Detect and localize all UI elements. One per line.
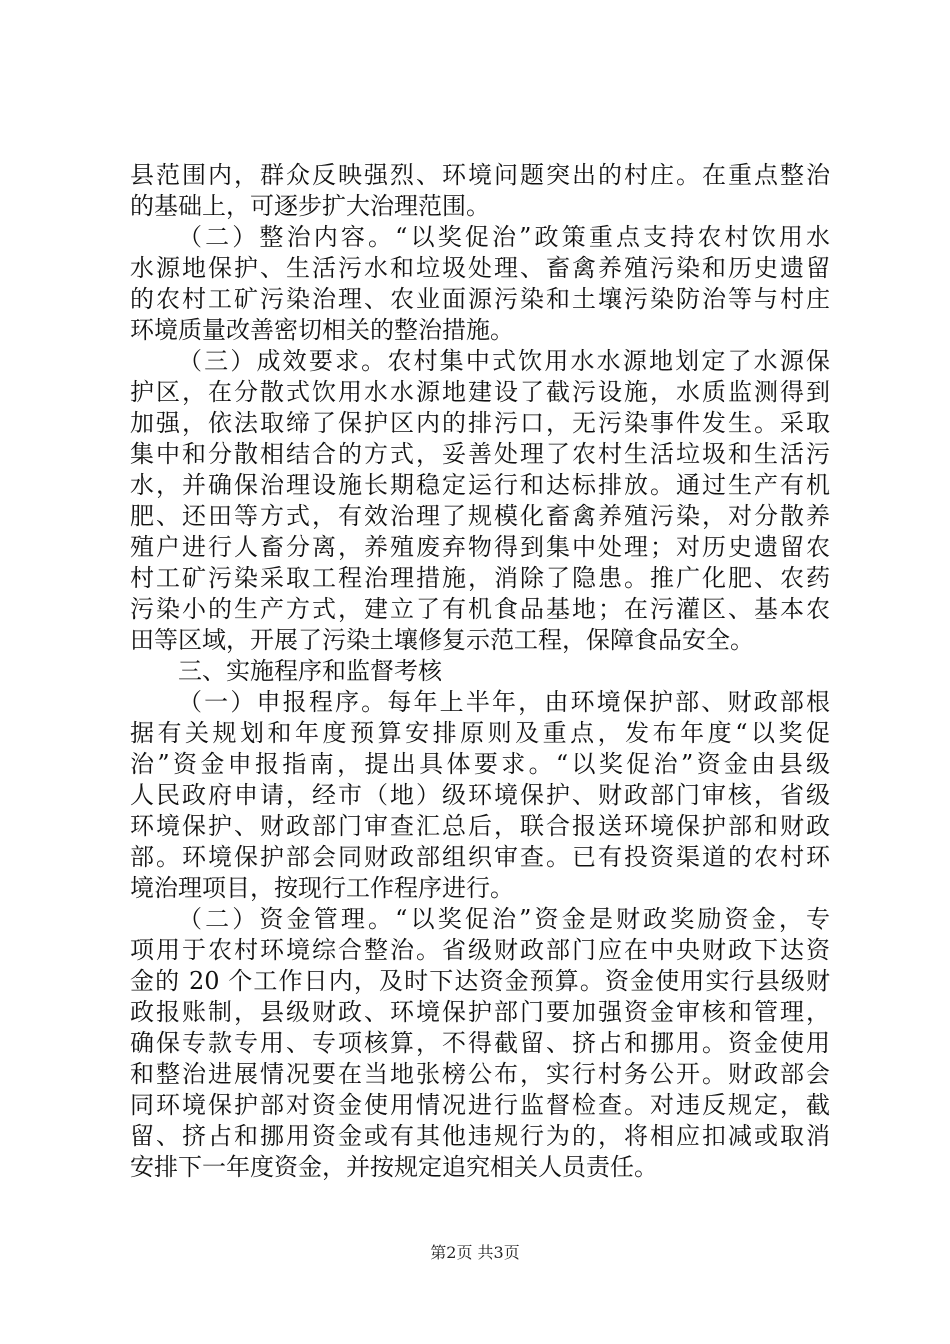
- text-line: 环境保护、财政部门审查汇总后，联合报送环境保护部和财政: [130, 812, 830, 840]
- text-line: 三、实施程序和监督考核: [178, 657, 442, 685]
- text-line: 殖户进行人畜分离，养殖废弃物得到集中处理；对历史遗留农: [130, 533, 830, 561]
- text-line: 护区，在分散式饮用水水源地建设了截污设施，水质监测得到: [130, 378, 830, 406]
- text-line: （一）申报程序。每年上半年，由环境保护部、财政部根: [178, 688, 830, 716]
- text-line: 肥、还田等方式，有效治理了规模化畜禽养殖污染，对分散养: [130, 502, 830, 530]
- text-line: 金的 20 个工作日内，及时下达资金预算。资金使用实行县级财: [130, 967, 830, 995]
- text-line: 水源地保护、生活污水和垃圾处理、畜禽养殖污染和历史遗留: [130, 254, 830, 282]
- text-line: 项用于农村环境综合整治。省级财政部门应在中央财政下达资: [130, 936, 830, 964]
- text-line: 污染小的生产方式，建立了有机食品基地；在污灌区、基本农: [130, 595, 830, 623]
- text-line: （二）整治内容。“以奖促治”政策重点支持农村饮用水: [178, 223, 830, 251]
- text-line: 确保专款专用、专项核算，不得截留、挤占和挪用。资金使用: [130, 1029, 830, 1057]
- text-line: （二）资金管理。“以奖促治”资金是财政奖励资金，专: [178, 905, 830, 933]
- document-body: [130, 160, 830, 1183]
- text-line: 的农村工矿污染治理、农业面源污染和土壤污染防治等与村庄: [130, 285, 830, 313]
- text-line: 境治理项目，按现行工作程序进行。: [130, 874, 514, 902]
- text-line: 和整治进展情况要在当地张榜公布，实行村务公开。财政部会: [130, 1060, 830, 1088]
- text-line: 安排下一年度资金，并按规定追究相关人员责任。: [130, 1153, 658, 1181]
- text-line: 集中和分散相结合的方式，妥善处理了农村生活垃圾和生活污: [130, 440, 830, 468]
- text-line: 治”资金申报指南，提出具体要求。“以奖促治”资金由县级: [130, 750, 830, 778]
- text-line: 人民政府申请，经市（地）级环境保护、财政部门审核，省级: [130, 781, 830, 809]
- text-line: 加强，依法取缔了保护区内的排污口，无污染事件发生。采取: [130, 409, 830, 437]
- text-line: 部。环境保护部会同财政部组织审查。已有投资渠道的农村环: [130, 843, 830, 871]
- text-line: 环境质量改善密切相关的整治措施。: [130, 316, 514, 344]
- page-footer: 第2页 共3页: [430, 1243, 520, 1262]
- text-line: 的基础上，可逐步扩大治理范围。: [130, 192, 490, 220]
- text-line: 县范围内，群众反映强烈、环境问题突出的村庄。在重点整治: [130, 161, 830, 189]
- text-line: （三）成效要求。农村集中式饮用水水源地划定了水源保: [178, 347, 830, 375]
- text-line: 政报账制，县级财政、环境保护部门要加强资金审核和管理，: [130, 998, 830, 1026]
- text-line: 留、挤占和挪用资金或有其他违规行为的，将相应扣减或取消: [130, 1122, 830, 1150]
- text-line: 水，并确保治理设施长期稳定运行和达标排放。通过生产有机: [130, 471, 830, 499]
- text-line: 同环境保护部对资金使用情况进行监督检查。对违反规定，截: [130, 1091, 830, 1119]
- text-line: 村工矿污染采取工程治理措施，消除了隐患。推广化肥、农药: [130, 564, 830, 592]
- text-line: 据有关规划和年度预算安排原则及重点，发布年度“以奖促: [130, 719, 830, 747]
- text-line: 田等区域，开展了污染土壤修复示范工程，保障食品安全。: [130, 626, 754, 654]
